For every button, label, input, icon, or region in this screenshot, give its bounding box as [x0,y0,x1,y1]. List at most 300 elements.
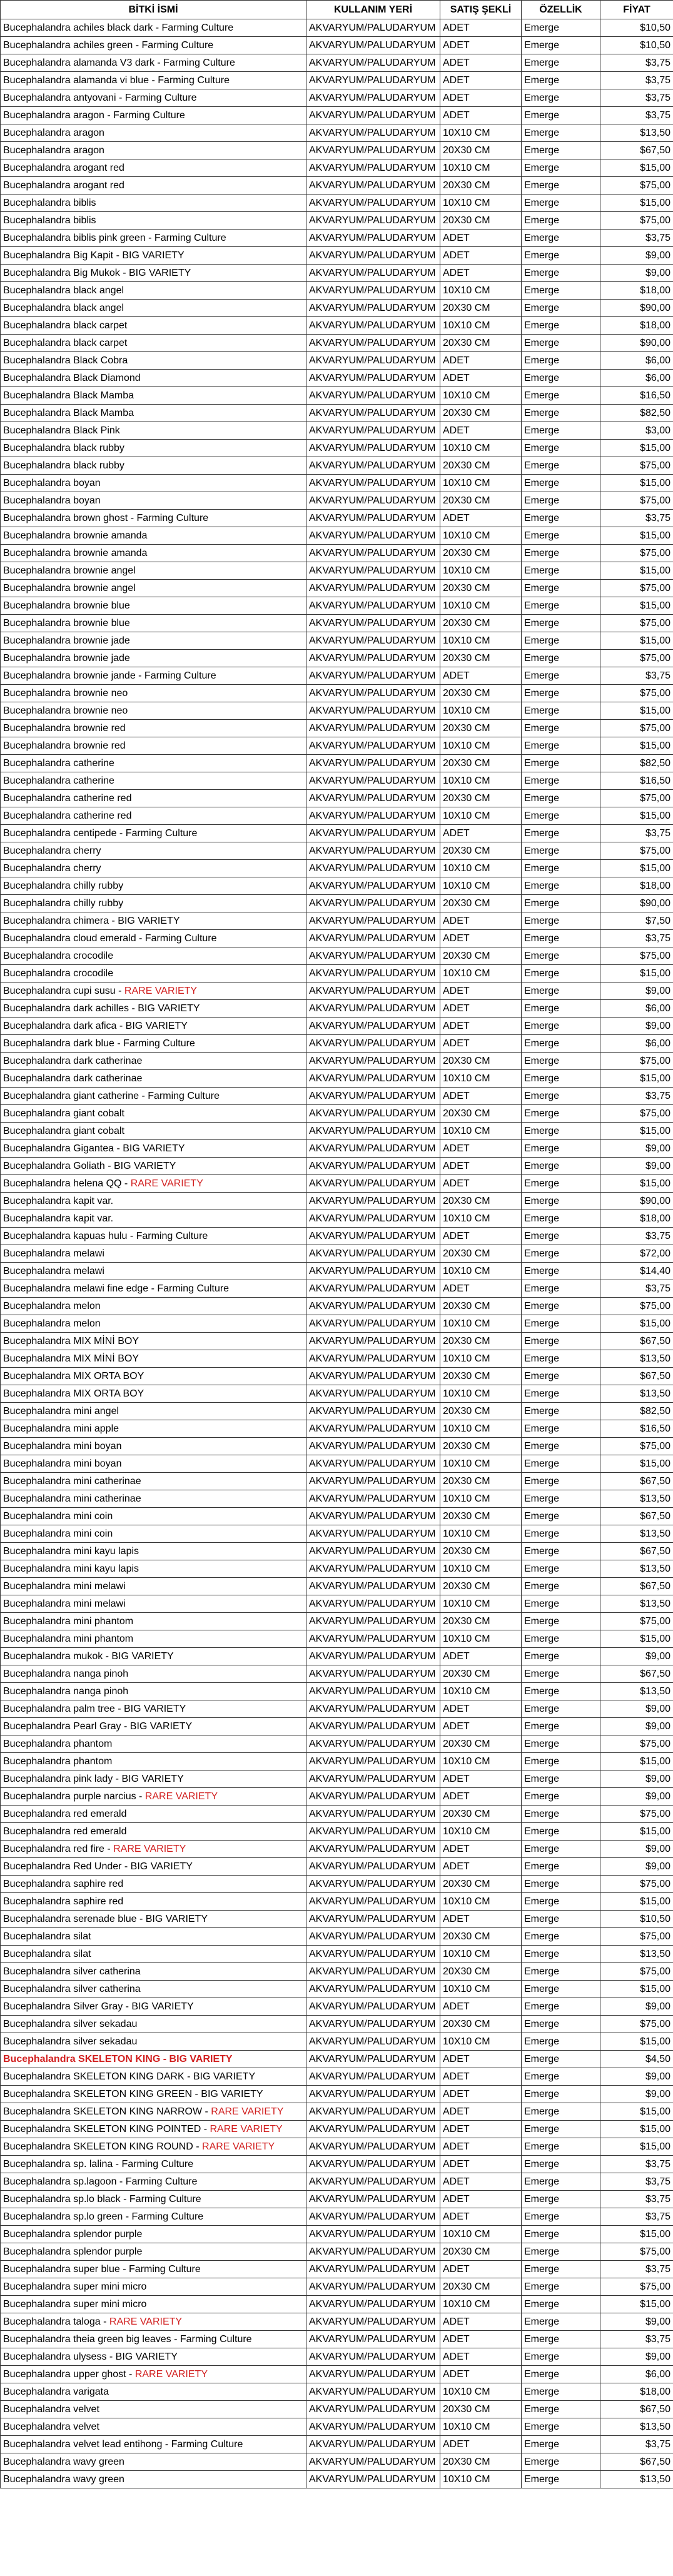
feature-cell: Emerge [522,282,600,300]
usage-place-cell: AKVARYUM/PALUDARYUM [306,1210,440,1228]
usage-place-cell: AKVARYUM/PALUDARYUM [306,124,440,142]
table-row [1,947,673,965]
price-cell: $9,00 [600,1700,673,1718]
usage-place-cell: AKVARYUM/PALUDARYUM [306,1735,440,1753]
usage-place-cell: AKVARYUM/PALUDARYUM [306,667,440,685]
sale-type-cell: ADET [440,1770,522,1788]
plant-name: Bucephalandra Big Kapit - BIG VARIETY [3,250,185,261]
feature-cell: Emerge [522,1876,600,1893]
table-row [1,194,673,212]
plant-name-cell [1,1088,306,1105]
plant-name-cell [1,1788,306,1806]
plant-name-cell [1,1718,306,1735]
sale-type-cell: ADET [440,1700,522,1718]
plant-name: Bucephalandra catherine red [3,810,132,821]
price-cell: $3,75 [600,2261,673,2278]
plant-name: Bucephalandra mini kayu lapis [3,1545,139,1557]
table-row [1,1735,673,1753]
price-cell: $15,00 [600,159,673,177]
plant-name: Bucephalandra super blue - Farming Culture [3,2263,201,2275]
usage-place-cell: AKVARYUM/PALUDARYUM [306,1858,440,1876]
feature-cell: Emerge [522,2033,600,2051]
plant-name: Bucephalandra nanga pinoh [3,1668,129,1679]
sale-type-cell: 10X10 CM [440,1525,522,1543]
sale-type-cell: 20X30 CM [440,457,522,475]
plant-name: Bucephalandra mini angel [3,1405,119,1417]
plant-name: Bucephalandra silver sekadau [3,2018,138,2029]
sale-type-cell: ADET [440,2331,522,2348]
plant-name-cell [1,2068,306,2086]
usage-place-cell: AKVARYUM/PALUDARYUM [306,492,440,510]
price-cell: $75,00 [600,2016,673,2033]
feature-cell: Emerge [522,2173,600,2191]
plant-name: Bucephalandra crocodile [3,967,114,979]
usage-place-cell: AKVARYUM/PALUDARYUM [306,265,440,282]
price-cell: $3,75 [600,1228,673,1245]
usage-place-cell: AKVARYUM/PALUDARYUM [306,2278,440,2296]
price-cell: $9,00 [600,2068,673,2086]
plant-name: Bucephalandra boyan [3,477,101,488]
plant-name-cell [1,1455,306,1473]
table-row [1,1210,673,1228]
feature-cell: Emerge [522,124,600,142]
price-cell: $9,00 [600,1770,673,1788]
usage-place-cell: AKVARYUM/PALUDARYUM [306,1473,440,1490]
plant-name-cell [1,457,306,475]
sale-type-cell: 10X10 CM [440,1683,522,1700]
price-cell: $3,75 [600,2156,673,2173]
sale-type-cell: 10X10 CM [440,1630,522,1648]
feature-cell: Emerge [522,1490,600,1508]
table-row [1,965,673,982]
sale-type-cell: 20X30 CM [440,335,522,352]
sale-type-cell: 10X10 CM [440,965,522,982]
table-row [1,177,673,194]
sale-type-cell: 10X10 CM [440,1210,522,1228]
usage-place-cell: AKVARYUM/PALUDARYUM [306,1333,440,1350]
table-row [1,1560,673,1578]
table-row [1,1315,673,1333]
table-row [1,615,673,632]
usage-place-cell: AKVARYUM/PALUDARYUM [306,807,440,825]
feature-cell: Emerge [522,1455,600,1473]
table-row [1,562,673,580]
price-cell: $9,00 [600,1648,673,1665]
header-row [1,1,673,19]
sale-type-cell: 20X30 CM [440,1368,522,1385]
plant-name: Bucephalandra brownie red [3,740,126,751]
sale-type-cell: ADET [440,1000,522,1018]
table-row [1,1333,673,1350]
usage-place-cell: AKVARYUM/PALUDARYUM [306,2366,440,2383]
plant-name-cell [1,1228,306,1245]
table-row [1,492,673,510]
plant-name-cell [1,1210,306,1228]
plant-name-cell [1,1578,306,1595]
sale-type-cell: ADET [440,2156,522,2173]
usage-place-cell: AKVARYUM/PALUDARYUM [306,212,440,230]
sale-type-cell: 10X10 CM [440,2471,522,2488]
sale-type-cell: 20X30 CM [440,1053,522,1070]
plant-name: Bucephalandra mini apple [3,1423,119,1434]
sale-type-cell: ADET [440,19,522,37]
usage-place-cell: AKVARYUM/PALUDARYUM [306,702,440,720]
table-row [1,1158,673,1175]
usage-place-cell: AKVARYUM/PALUDARYUM [306,440,440,457]
table-row [1,597,673,615]
plant-name: Bucephalandra super mini micro [3,2281,147,2292]
feature-cell: Emerge [522,860,600,877]
usage-place-cell: AKVARYUM/PALUDARYUM [306,335,440,352]
table-row [1,1508,673,1525]
table-body [1,19,673,2488]
feature-cell: Emerge [522,1315,600,1333]
plant-name: Bucephalandra black angel [3,285,124,296]
plant-name: Bucephalandra kapuas hulu - Farming Culture [3,1230,208,1241]
plant-name: Bucephalandra Black Diamond [3,372,141,383]
price-cell: $90,00 [600,300,673,317]
price-cell: $10,50 [600,37,673,54]
usage-place-cell: AKVARYUM/PALUDARYUM [306,842,440,860]
feature-cell: Emerge [522,1280,600,1298]
usage-place-cell: AKVARYUM/PALUDARYUM [306,2051,440,2068]
usage-place-cell: AKVARYUM/PALUDARYUM [306,597,440,615]
feature-cell: Emerge [522,2331,600,2348]
plant-name: Bucephalandra dark catherinae [3,1073,143,1084]
plant-name: Bucephalandra sp.lo black - Farming Culture [3,2193,201,2205]
table-row [1,1473,673,1490]
plant-name: Bucephalandra biblis [3,215,96,226]
plant-name: Bucephalandra velvet [3,2421,99,2432]
plant-name-cell [1,2261,306,2278]
plant-name: Bucephalandra dark afica - BIG VARIETY [3,1020,188,1031]
feature-cell: Emerge [522,2471,600,2488]
price-cell: $18,00 [600,2383,673,2401]
plant-name: Bucephalandra brown ghost - Farming Culture [3,512,209,523]
sale-type-cell: 10X10 CM [440,702,522,720]
usage-place-cell: AKVARYUM/PALUDARYUM [306,2103,440,2121]
table-row [1,2453,673,2471]
sale-type-cell: 20X30 CM [440,2278,522,2296]
plant-name-cell [1,335,306,352]
rare-variety-tag: RARE VARIETY [109,2316,183,2327]
sale-type-cell: 20X30 CM [440,1298,522,1315]
table-row [1,54,673,72]
plant-name: Bucephalandra silat [3,1948,91,1959]
usage-place-cell: AKVARYUM/PALUDARYUM [306,912,440,930]
usage-place-cell: AKVARYUM/PALUDARYUM [306,580,440,597]
sale-type-cell: ADET [440,230,522,247]
feature-cell: Emerge [522,685,600,702]
table-row [1,545,673,562]
plant-name: Bucephalandra dark blue - Farming Culture [3,1038,195,1049]
usage-place-cell: AKVARYUM/PALUDARYUM [306,2156,440,2173]
price-cell: $15,00 [600,1175,673,1193]
plant-name: Bucephalandra arogant red [3,162,124,173]
price-cell: $75,00 [600,2243,673,2261]
sale-type-cell: 20X30 CM [440,1928,522,1946]
plant-name: Bucephalandra purple narcius - [3,1791,145,1802]
usage-place-cell: AKVARYUM/PALUDARYUM [306,2138,440,2156]
table-row [1,300,673,317]
usage-place-cell: AKVARYUM/PALUDARYUM [306,1823,440,1841]
plant-name: Bucephalandra mini boyan [3,1458,122,1469]
plant-name-cell [1,1508,306,1525]
plant-name-cell [1,422,306,440]
usage-place-cell: AKVARYUM/PALUDARYUM [306,1508,440,1525]
sale-type-cell: 10X10 CM [440,1350,522,1368]
plant-name-cell [1,2226,306,2243]
sale-type-cell: 10X10 CM [440,2296,522,2313]
price-cell: $9,00 [600,265,673,282]
usage-place-cell: AKVARYUM/PALUDARYUM [306,1298,440,1315]
table-row [1,2226,673,2243]
feature-cell: Emerge [522,2086,600,2103]
sale-type-cell: 20X30 CM [440,2453,522,2471]
price-cell: $10,50 [600,19,673,37]
usage-place-cell: AKVARYUM/PALUDARYUM [306,632,440,650]
table-row [1,1070,673,1088]
plant-name: Bucephalandra splendor purple [3,2246,143,2257]
plant-name-cell [1,2156,306,2173]
sale-type-cell: ADET [440,1841,522,1858]
plant-name-cell [1,1946,306,1963]
price-cell: $75,00 [600,790,673,807]
sale-type-cell: 20X30 CM [440,580,522,597]
plant-name-cell [1,807,306,825]
price-cell: $67,50 [600,142,673,159]
plant-name-cell [1,2278,306,2296]
sale-type-cell: 10X10 CM [440,1315,522,1333]
usage-place-cell: AKVARYUM/PALUDARYUM [306,2401,440,2418]
usage-place-cell: AKVARYUM/PALUDARYUM [306,1630,440,1648]
feature-cell: Emerge [522,1245,600,1263]
price-cell: $15,00 [600,194,673,212]
plant-name: Bucephalandra mini catherinae [3,1475,141,1487]
sale-type-cell: 20X30 CM [440,790,522,807]
plant-name-cell [1,212,306,230]
usage-place-cell: AKVARYUM/PALUDARYUM [306,1893,440,1911]
plant-name-cell [1,685,306,702]
usage-place-cell: AKVARYUM/PALUDARYUM [306,1140,440,1158]
plant-name: Bucephalandra wavy green [3,2473,124,2485]
feature-cell: Emerge [522,790,600,807]
plant-name-cell [1,2103,306,2121]
price-cell: $3,75 [600,107,673,124]
usage-place-cell: AKVARYUM/PALUDARYUM [306,562,440,580]
table-row [1,580,673,597]
price-cell: $75,00 [600,1105,673,1123]
usage-place-cell: AKVARYUM/PALUDARYUM [306,230,440,247]
price-cell: $15,00 [600,2103,673,2121]
price-cell: $3,75 [600,930,673,947]
price-cell: $13,50 [600,2471,673,2488]
table-row [1,2296,673,2313]
plant-name: Bucephalandra saphire red [3,1878,124,1889]
price-cell: $75,00 [600,947,673,965]
sale-type-cell: ADET [440,54,522,72]
header-usage-place: KULLANIM YERİ [306,1,440,19]
usage-place-cell: AKVARYUM/PALUDARYUM [306,1560,440,1578]
price-cell: $15,00 [600,1893,673,1911]
feature-cell: Emerge [522,492,600,510]
price-cell: $13,50 [600,1385,673,1403]
usage-place-cell: AKVARYUM/PALUDARYUM [306,2331,440,2348]
price-cell: $13,50 [600,1946,673,1963]
table-row [1,2103,673,2121]
table-row [1,2366,673,2383]
table-row [1,982,673,1000]
price-cell: $7,50 [600,912,673,930]
plant-name: Bucephalandra kapit var. [3,1213,114,1224]
usage-place-cell: AKVARYUM/PALUDARYUM [306,545,440,562]
plant-name-cell [1,265,306,282]
table-row [1,1298,673,1315]
feature-cell: Emerge [522,370,600,387]
feature-cell: Emerge [522,1193,600,1210]
price-cell: $3,75 [600,825,673,842]
table-row [1,1245,673,1263]
usage-place-cell: AKVARYUM/PALUDARYUM [306,1455,440,1473]
plant-name-cell [1,790,306,807]
price-cell: $67,50 [600,1473,673,1490]
sale-type-cell: 20X30 CM [440,492,522,510]
feature-cell: Emerge [522,2191,600,2208]
usage-place-cell: AKVARYUM/PALUDARYUM [306,1403,440,1420]
sale-type-cell: ADET [440,1998,522,2016]
price-cell: $15,00 [600,807,673,825]
plant-name: Bucephalandra Black Mamba [3,407,134,418]
plant-name-cell [1,877,306,895]
feature-cell: Emerge [522,1946,600,1963]
feature-cell: Emerge [522,2261,600,2278]
plant-name: Bucephalandra kapit var. [3,1195,114,1206]
feature-cell: Emerge [522,632,600,650]
usage-place-cell: AKVARYUM/PALUDARYUM [306,300,440,317]
table-row [1,1193,673,1210]
price-cell: $14,40 [600,1263,673,1280]
feature-cell: Emerge [522,1735,600,1753]
sale-type-cell: ADET [440,1648,522,1665]
feature-cell: Emerge [522,1770,600,1788]
plant-name-cell [1,1841,306,1858]
price-cell: $9,00 [600,1788,673,1806]
price-cell: $3,75 [600,2191,673,2208]
price-cell: $82,50 [600,405,673,422]
feature-cell: Emerge [522,2156,600,2173]
sale-type-cell: 20X30 CM [440,142,522,159]
plant-name-cell [1,300,306,317]
price-cell: $67,50 [600,1333,673,1350]
price-cell: $67,50 [600,1508,673,1525]
usage-place-cell: AKVARYUM/PALUDARYUM [306,194,440,212]
plant-name-cell [1,2121,306,2138]
usage-place-cell: AKVARYUM/PALUDARYUM [306,1718,440,1735]
plant-name-cell [1,1490,306,1508]
plant-name-cell [1,194,306,212]
plant-name-cell [1,2138,306,2156]
usage-place-cell: AKVARYUM/PALUDARYUM [306,2191,440,2208]
price-cell: $3,75 [600,2208,673,2226]
price-cell: $75,00 [600,650,673,667]
usage-place-cell: AKVARYUM/PALUDARYUM [306,1420,440,1438]
plant-name-cell [1,2051,306,2068]
price-cell: $9,00 [600,1718,673,1735]
table-row [1,1123,673,1140]
usage-place-cell: AKVARYUM/PALUDARYUM [306,1053,440,1070]
table-row [1,72,673,89]
feature-cell: Emerge [522,982,600,1000]
feature-cell: Emerge [522,825,600,842]
sale-type-cell: 20X30 CM [440,650,522,667]
table-row [1,527,673,545]
price-cell: $6,00 [600,1000,673,1018]
plant-name: Bucephalandra centipede - Farming Culture [3,827,198,839]
feature-cell: Emerge [522,89,600,107]
feature-cell: Emerge [522,545,600,562]
sale-type-cell: ADET [440,2348,522,2366]
plant-name-cell [1,2331,306,2348]
plant-name-cell [1,19,306,37]
plant-name-cell [1,702,306,720]
feature-cell: Emerge [522,2051,600,2068]
plant-name: Bucephalandra splendor purple [3,2228,143,2240]
table-row [1,2348,673,2366]
price-cell: $75,00 [600,1735,673,1753]
table-row [1,650,673,667]
sale-type-cell: ADET [440,510,522,527]
feature-cell: Emerge [522,265,600,282]
price-cell: $13,50 [600,1490,673,1508]
plant-name: Bucephalandra aragon - Farming Culture [3,109,185,121]
feature-cell: Emerge [522,2453,600,2471]
plant-name: Bucephalandra Black Cobra [3,355,128,366]
usage-place-cell: AKVARYUM/PALUDARYUM [306,1263,440,1280]
table-row [1,755,673,772]
feature-cell: Emerge [522,1700,600,1718]
table-row [1,1946,673,1963]
plant-name-cell [1,2208,306,2226]
price-cell: $67,50 [600,2401,673,2418]
feature-cell: Emerge [522,2016,600,2033]
plant-name: Bucephalandra brownie blue [3,617,130,629]
plant-name-cell [1,370,306,387]
feature-cell: Emerge [522,1175,600,1193]
sale-type-cell: 20X30 CM [440,720,522,737]
price-cell: $3,75 [600,2331,673,2348]
plant-name: Bucephalandra Big Mukok - BIG VARIETY [3,267,191,278]
table-row [1,510,673,527]
table-row [1,1543,673,1560]
price-cell: $67,50 [600,1665,673,1683]
feature-cell: Emerge [522,107,600,124]
plant-name-cell [1,107,306,124]
sale-type-cell: 10X10 CM [440,1560,522,1578]
usage-place-cell: AKVARYUM/PALUDARYUM [306,895,440,912]
plant-name: Bucephalandra mini phantom [3,1633,134,1644]
plant-name-cell [1,1543,306,1560]
plant-name-cell [1,37,306,54]
plant-name-cell [1,1263,306,1280]
table-row [1,1525,673,1543]
price-cell: $75,00 [600,842,673,860]
plant-name-cell [1,2033,306,2051]
plant-name: Bucephalandra brownie neo [3,705,128,716]
plant-name: Bucephalandra SKELETON KING GREEN - BIG VARIETY [3,2088,263,2099]
feature-cell: Emerge [522,1105,600,1123]
feature-cell: Emerge [522,194,600,212]
sale-type-cell: ADET [440,422,522,440]
